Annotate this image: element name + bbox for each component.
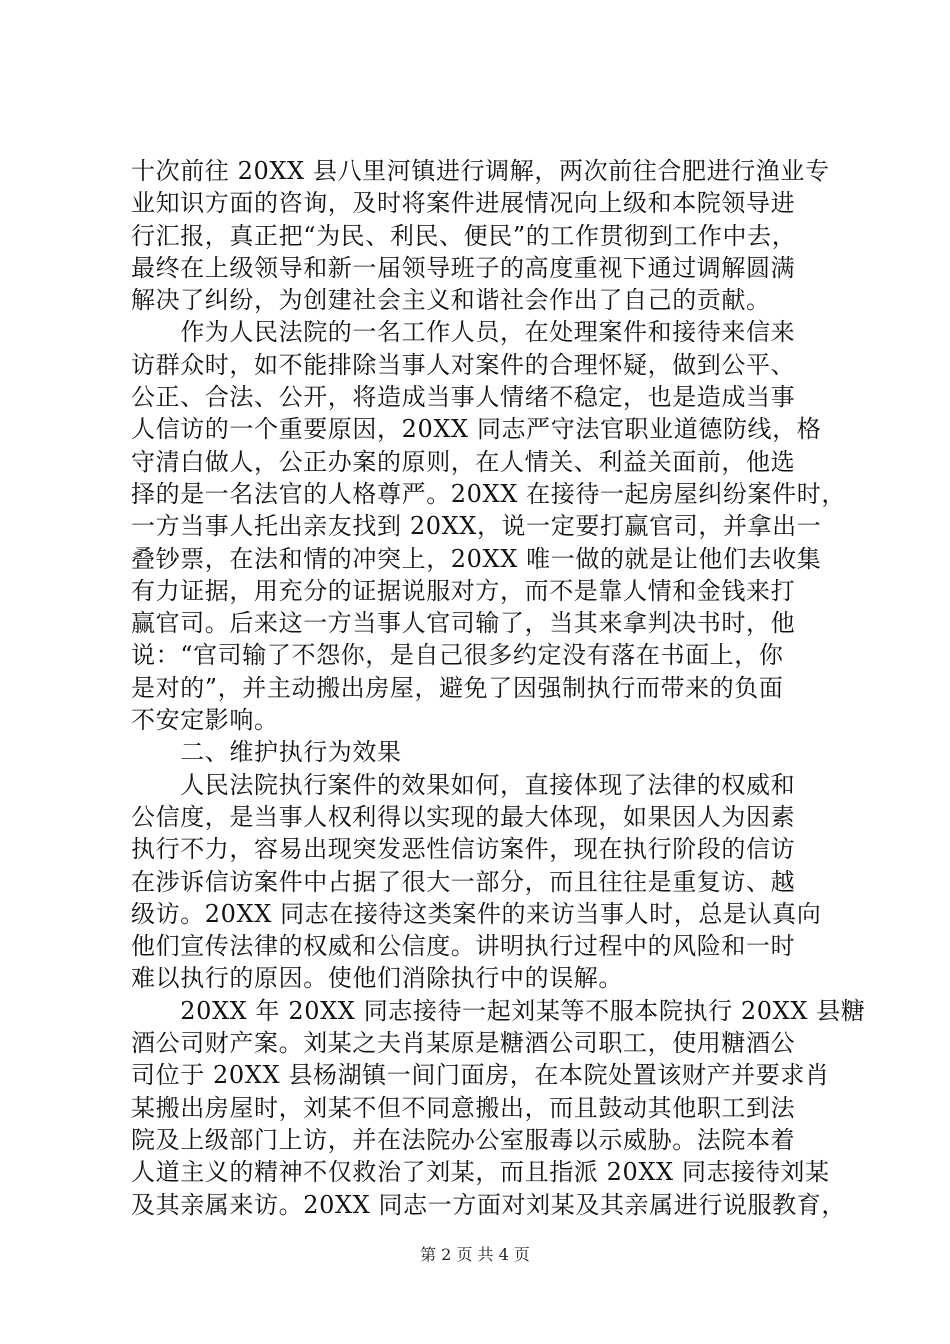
text-line: 酒公司财产案。刘某之夫肖某原是糖酒公司职工，使用糖酒公 [131,1029,796,1058]
text-line: 某搬出房屋时，刘某不但不同意搬出，而且鼓动其他职工到法 [131,1093,796,1122]
text-line: 业知识方面的咨询，及时将案件进展情况向上级和本院领导进 [131,189,796,218]
text-line: 一方当事人托出亲友找到 20XX，说一定要打赢官司，并拿出一 [131,512,822,541]
text-line: 司位于 20XX 县杨湖镇一间门面房，在本院处置该财产并要求肖 [131,1061,830,1090]
text-line: 人信访的一个重要原因，20XX 同志严守法官职业道德防线，格 [131,415,822,444]
text-line: 作为人民法院的一名工作人员，在处理案件和接待来信来 [131,318,796,347]
text-line: 不安定影响。 [131,706,279,735]
text-line: 赢官司。后来这一方当事人官司输了，当其来拿判决书时，他 [131,609,796,638]
text-line: 叠钞票，在法和情的冲突上，20XX 唯一做的就是让他们去收集 [131,544,822,573]
text-line: 说：“官司输了不怨你，是自己很多约定没有落在书面上，你 [131,641,784,670]
text-line: 级访。20XX 同志在接待这类案件的来访当事人时，总是认真向 [131,899,822,928]
text-line: 院及上级部门上访，并在法院办公室服毒以示威胁。法院本着 [131,1125,796,1154]
text-line: 行汇报，真正把“为民、利民、便民”的工作贯彻到工作中去， [131,221,797,250]
text-line: 是对的”，并主动搬出房屋，避免了因强制执行而带来的负面 [131,673,784,702]
text-line: 解决了纠纷，为创建社会主义和谐社会作出了自己的贡献。 [131,286,771,315]
text-line: 在涉诉信访案件中占据了很大一部分，而且往往是重复访、越 [131,867,796,896]
text-line: 公信度，是当事人权利得以实现的最大体现，如果因人为因素 [131,802,796,831]
page-footer: 第 2 页 共 4 页 [420,1245,530,1264]
text-line: 访群众时，如不能排除当事人对案件的合理怀疑，做到公平、 [131,350,796,379]
text-line: 十次前往 20XX 县八里河镇进行调解，两次前往合肥进行渔业专 [131,157,830,185]
text-line: 守清白做人，公正办案的原则，在人情关、利益关面前，他选 [131,447,796,476]
text-line: 人道主义的精神不仅救治了刘某，而且指派 20XX 同志接待刘某 [131,1158,830,1187]
text-line: 公正、合法、公开，将造成当事人情绪不稳定，也是造成当事 [131,383,796,412]
text-line: 二、维护执行为效果 [131,738,402,767]
document-body [131,155,866,1221]
text-line: 他们宣传法律的权威和公信度。讲明执行过程中的风险和一时 [131,932,796,961]
text-line: 及其亲属来访。20XX 同志一方面对刘某及其亲属进行说服教育， [131,1190,846,1219]
text-line: 最终在上级领导和新一届领导班子的高度重视下通过调解圆满 [131,253,796,282]
text-line: 执行不力，容易出现突发恶性信访案件，现在执行阶段的信访 [131,835,796,864]
text-line: 20XX 年 20XX 同志接待一起刘某等不服本院执行 20XX 县糖 [131,996,866,1025]
text-line: 择的是一名法官的人格尊严。20XX 在接待一起房屋纠纷案件时， [131,479,846,508]
text-line: 有力证据，用充分的证据说服对方，而不是靠人情和金钱来打 [131,576,796,605]
text-line: 难以执行的原因。使他们消除执行中的误解。 [131,964,623,993]
text-line: 人民法院执行案件的效果如何，直接体现了法律的权威和 [131,770,796,799]
